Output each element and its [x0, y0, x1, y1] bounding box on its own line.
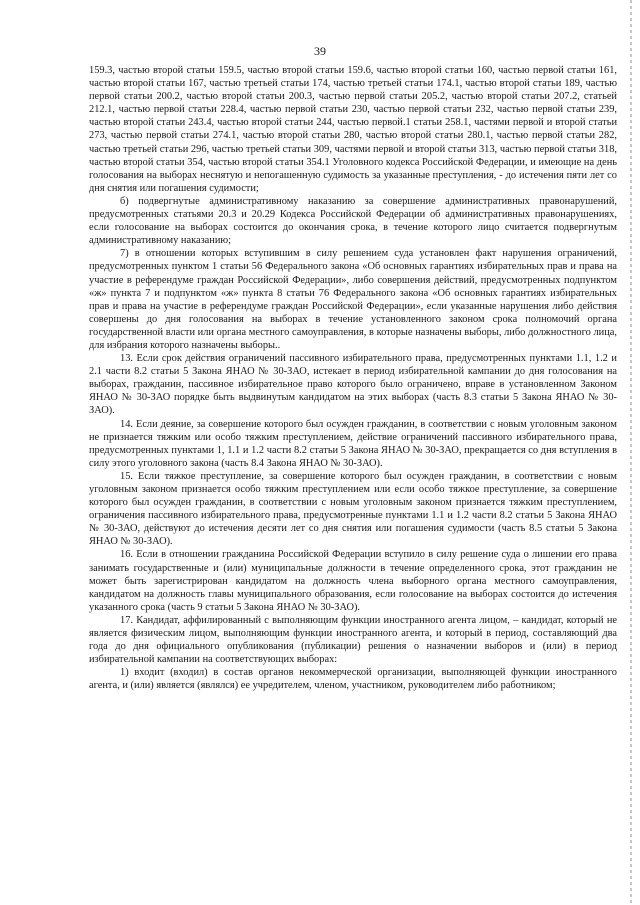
paragraph-14: 14. Если деяние, за совершение которого был осужден гражданин, в соответствии с новым уголовным законом не признается тяжким или особо тяжким преступлением, действие ограничений пассивного избирательного права, предусмотренных пунктами 1, 1.1 и 1.2 части 8.2 статьи 5 Закона ЯНАО № 30-ЗАО, прекращается со дня вступления в силу этого уголовного закона (часть 8.4 Закона ЯНАО № 30-ЗАО). — [89, 418, 617, 469]
paragraph-16: 16. Если в отношении гражданина Российской Федерации вступило в силу решение суда о лишении его права занимать государственные и (или) муниципальные должности в течение определенного срока, этот гражданин не может быть зарегистрирован кандидатом на должность члена выборного органа местного самоуправления, кандидатом на должность главы муниципального образования, если голосование на выборах состоится до истечения указанного срока (часть 9 статьи 5 Закона ЯНАО № 30-ЗАО). — [89, 549, 617, 613]
paragraph-17-1: 1) входит (входил) в состав органов некоммерческой организации, выполняющей функции иностранного агента, и (или) является (являлся) ее учредителем, членом, участником, руководителем либо работником; — [89, 667, 617, 692]
paragraph-7: 7) в отношении которых вступившим в силу решением суда установлен факт нарушения ограничений, предусмотренных пунктом 1 статьи 56 Федерального закона «Об основных гарантиях избирательных прав и права на участие в референдуме граждан Российской Федерации», либо совершения действий, предусмотренных подпунктом «ж» пункта 7 и подпунктом «ж» пункта 8 статьи 76 Федерального закона «Об основных гарантиях избирательных прав и права на участие в референдуме граждан Российской Федерации», если указанные нарушения либо действия совершены до дня голосования на выборах в течение установленного законом срока полномочий органа государственной власти или органа местного самоуправления, в которые назначены выборы, либо должностного лица, для избрания которого назначены выборы.. — [89, 248, 617, 351]
paragraph-continuation: 159.3, частью второй статьи 159.5, частью второй статьи 159.6, частью второй статьи 160, частью первой статьи 161, частью второй статьи 167, частью третьей статьи 174, частью третьей статьи 174.1, частью второй статьи 189, частью первой статьи 200.2, частью второй статьи 200.3, частью первой статьи 205.2, частью второй статьи 207.2, статьей 212.1, частью первой статьи 228.4, частью первой статьи 230, частью первой статьи 232, частью первой статьи 239, частью второй статьи 243.4, частью второй статьи 244, частью первой.1 статьи 258.1, частями первой и второй статьи 273, частью первой статьи 274.1, частью второй статьи 280, частью второй статьи 280.1, частью первой статьи 282, частью третьей статьи 296, частью третьей статьи 309, частями первой и второй статьи 313, частью первой статьи 318, частью второй статьи 354, частью второй статьи 354.1 Уголовного кодекса Российской Федерации, и имеющие на день голосования на выборах неснятую и непогашенную судимость за указанные преступления, - до истечения пяти лет со дня снятия или погашения судимости; — [89, 65, 617, 194]
paragraph-15: 15. Если тяжкое преступление, за совершение которого был осужден гражданин, в соответствии с новым уголовным законом признается особо тяжким преступлением или если особо тяжкое преступление, за совершение которого был осужден гражданин, в соответствии с новым уголовным законом признается тяжким преступлением, ограничения пассивного избирательного права, предусмотренные пунктами 1.1 и 1.2 части 8.2 статьи 5 Закона ЯНАО № 30-ЗАО, действуют до истечения десяти лет со дня снятия или погашения судимости (часть 8.5 статьи 5 Закона ЯНАО № 30-ЗАО). — [89, 470, 617, 548]
document-body — [89, 64, 617, 693]
paragraph-13: 13. Если срок действия ограничений пассивного избирательного права, предусмотренных пунктами 1.1, 1.2 и 2.1 части 8.2 статьи 5 Закона ЯНАО № 30-ЗАО, истекает в период избирательной кампании до дня голосования на выборах, гражданин, пассивное избирательное право которого было ограничено, вправе в установленном Законом ЯНАО № 30-ЗАО порядке быть выдвинутым кандидатом на этих выборах (часть 8.3 статьи 5 Закона ЯНАО № 30-ЗАО). — [89, 353, 617, 417]
scan-edge-line — [630, 0, 632, 905]
paragraph-6b: б) подвергнутые административному наказанию за совершение административных правонарушений, предусмотренных статьями 20.3 и 20.29 Кодекса Российской Федерации об административных правонарушениях, если голосование на выборах состоится до окончания срока, в течение которого лицо считается подвергнутым административному наказанию; — [89, 195, 617, 247]
paragraph-17: 17. Кандидат, аффилированный с выполняющим функции иностранного агента лицом, – кандидат, который не является физическим лицом, выполняющим функции иностранного агента, и который в период, составляющий два года до дня официального опубликования (публикации) решения о назначении выборов и (или) в период избирательной кампании на соответствующих выборах: — [89, 614, 617, 666]
page-number: 39 — [314, 44, 326, 58]
